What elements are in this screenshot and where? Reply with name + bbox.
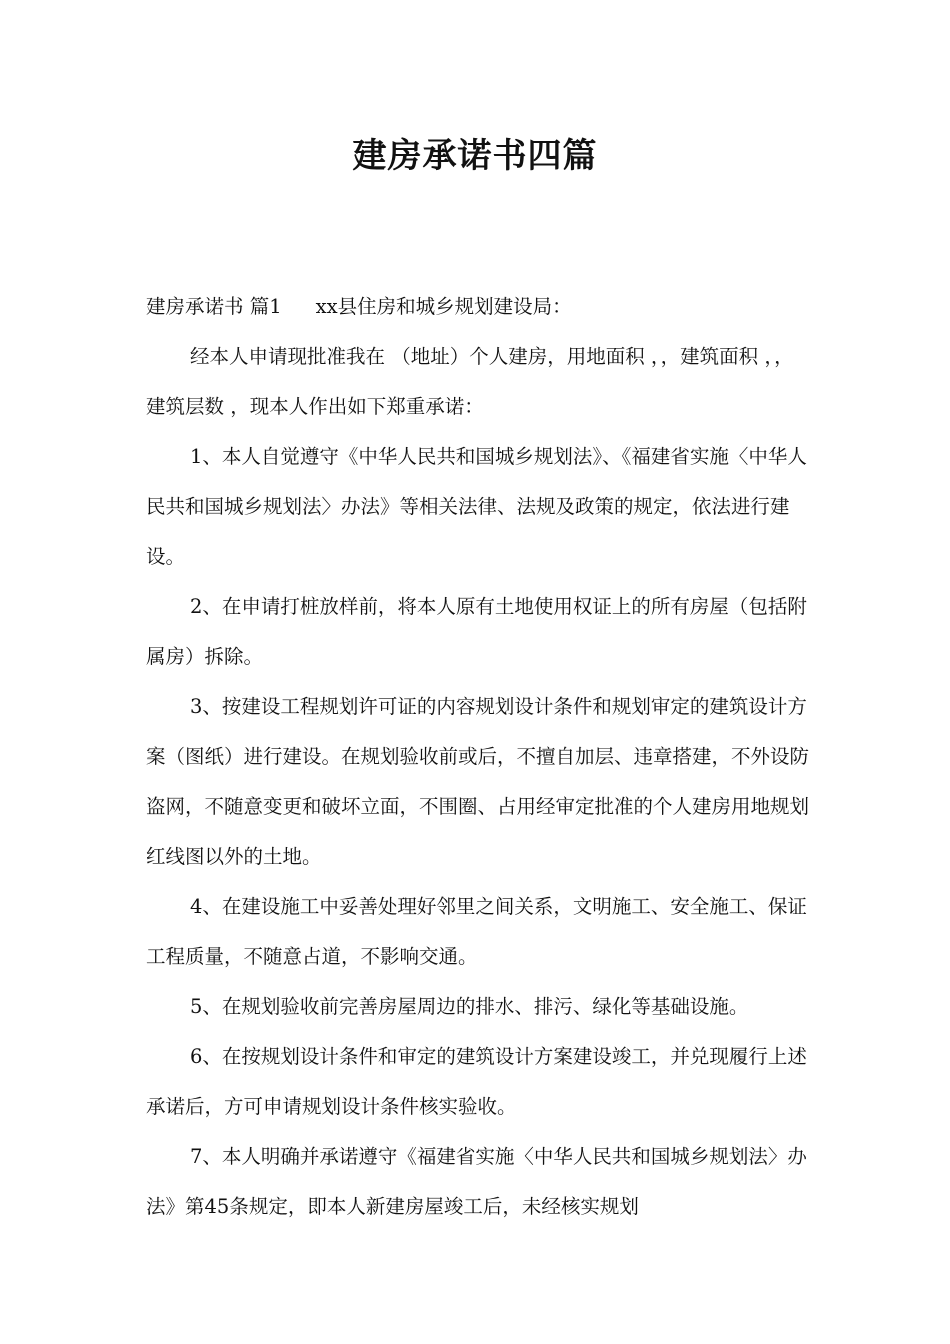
paragraph-item-4: 4、在建设施工中妥善处理好邻里之间关系，文明施工、安全施工、保证工程质量，不随意占道，不影响交通。 (146, 895, 807, 968)
section-label: 建房承诺书 篇1 (146, 295, 282, 318)
greeting-line (146, 282, 812, 332)
document-title: 建房承诺书四篇 (352, 136, 598, 176)
addressee: xx县住房和城乡规划建设局： (315, 295, 572, 318)
paragraph-item-7: 7、本人明确并承诺遵守《福建省实施〈中华人民共和国城乡规划法〉办法》第45条规定，即本人新建房屋竣工后，未经核实规划 (146, 1145, 807, 1218)
paragraph-intro: 经本人申请现批准我在 （地址）个人建房，用地面积 ，，建筑面积 ，，建筑层数 ，现本人作出如下郑重承诺： (146, 345, 794, 418)
paragraph-item-1: 1、本人自觉遵守《中华人民共和国城乡规划法》、《福建省实施〈中华人民共和国城乡规划法〉办法》等相关法律、法规及政策的规定，依法进行建设。 (146, 445, 807, 568)
document-body (146, 282, 812, 1232)
paragraph-item-3: 3、按建设工程规划许可证的内容规划设计条件和规划审定的建筑设计方案（图纸）进行建设。在规划验收前或后，不擅自加层、违章搭建，不外设防盗网，不随意变更和破坏立面，不围圈、占用经审定批准的个人建房用地规划红线图以外的土地。 (146, 695, 810, 868)
paragraph-item-2: 2、在申请打桩放样前，将本人原有土地使用权证上的所有房屋（包括附属房）拆除。 (146, 595, 807, 668)
paragraph-item-5: 5、在规划验收前完善房屋周边的排水、排污、绿化等基础设施。 (190, 995, 749, 1018)
paragraph-item-6: 6、在按规划设计条件和审定的建筑设计方案建设竣工，并兑现履行上述承诺后，方可申请规划设计条件核实验收。 (146, 1045, 807, 1118)
